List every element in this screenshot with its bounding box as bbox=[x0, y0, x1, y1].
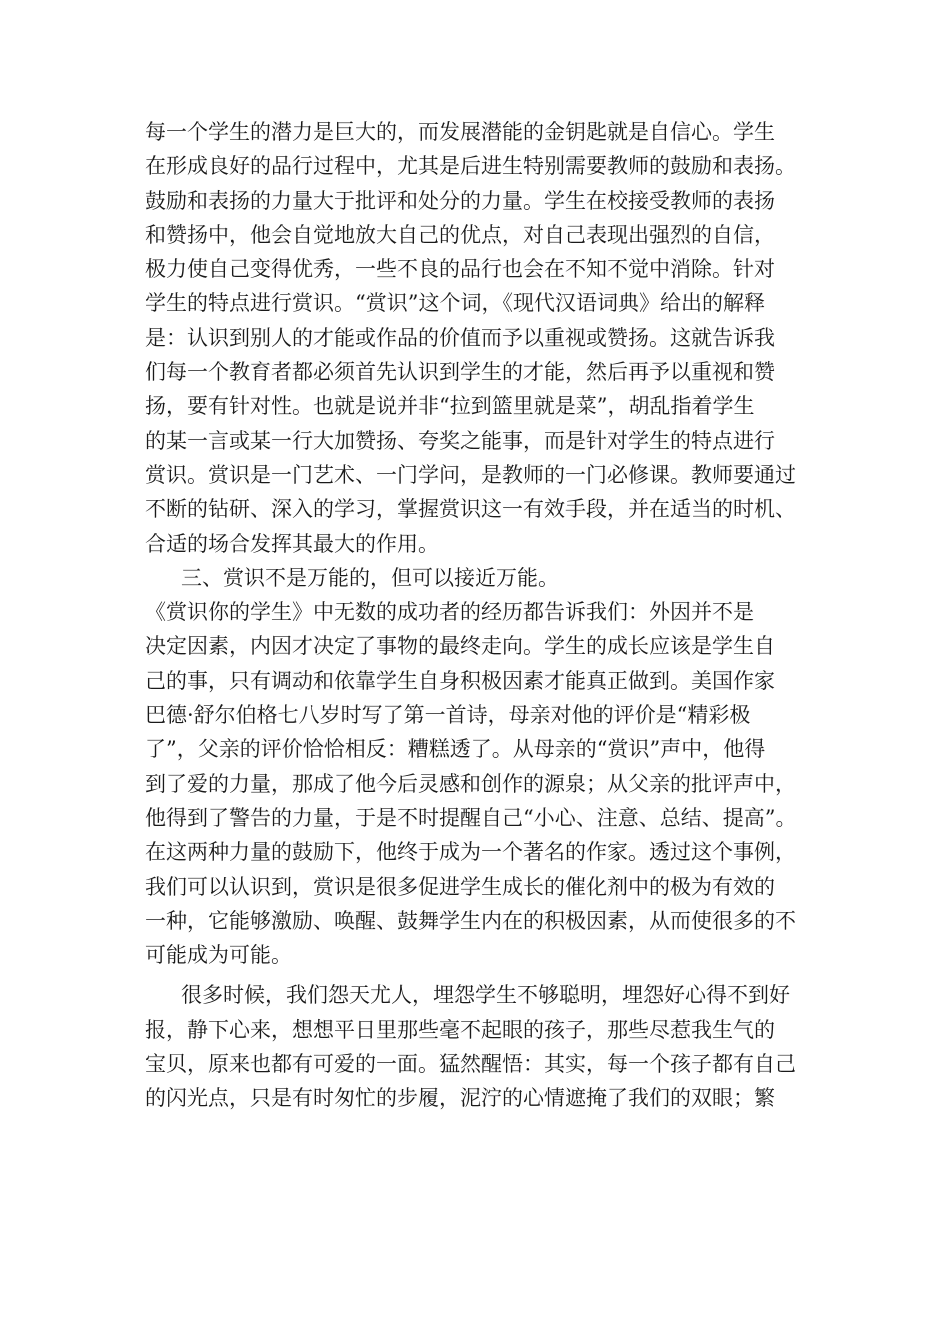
text-line: 巴德·舒尔伯格七八岁时写了第一首诗，母亲对他的评价是“精彩极 bbox=[145, 703, 751, 728]
text-line: 合适的场合发挥其最大的作用。 bbox=[145, 531, 439, 556]
text-line: 己的事，只有调动和依靠学生自身积极因素才能真正做到。美国作家 bbox=[145, 668, 775, 693]
text-line: 在这两种力量的鼓励下，他终于成为一个著名的作家。透过这个事例， bbox=[145, 840, 796, 865]
text-line: 是：认识到别人的才能或作品的价值而予以重视或赞扬。这就告诉我 bbox=[145, 325, 775, 350]
text-line: 到了爱的力量，那成了他今后灵感和创作的源泉；从父亲的批评声中， bbox=[145, 771, 796, 796]
text-line: 《赏识你的学生》中无数的成功者的经历都告诉我们：外因并不是 bbox=[145, 600, 754, 625]
text-line: 了”，父亲的评价恰恰相反：糟糕透了。从母亲的“赏识”声中，他得 bbox=[145, 737, 766, 762]
text-line: 的某一言或某一行大加赞扬、夸奖之能事，而是针对学生的特点进行 bbox=[145, 428, 775, 453]
text-line: 和赞扬中，他会自觉地放大自己的优点，对自己表现出强烈的自信， bbox=[145, 222, 775, 247]
section-heading: 三、赏识不是万能的，但可以接近万能。 bbox=[181, 565, 559, 590]
text-line: 他得到了警告的力量，于是不时提醒自己“小心、注意、总结、提高”。 bbox=[145, 805, 797, 830]
text-line: 在形成良好的品行过程中，尤其是后进生特别需要教师的鼓励和表扬。 bbox=[145, 154, 796, 179]
text-line: 极力使自己变得优秀，一些不良的品行也会在不知不觉中消除。针对 bbox=[145, 257, 775, 282]
text-line: 宝贝，原来也都有可爱的一面。猛然醒悟：其实，每一个孩子都有自己 bbox=[145, 1052, 796, 1077]
text-line: 报，静下心来，想想平日里那些毫不起眼的孩子，那些尽惹我生气的 bbox=[145, 1017, 775, 1042]
body-text bbox=[145, 115, 815, 1116]
text-line: 一种，它能够激励、唤醒、鼓舞学生内在的积极因素，从而使很多的不 bbox=[145, 908, 796, 933]
text-line: 们每一个教育者都必须首先认识到学生的才能，然后再予以重视和赞 bbox=[145, 360, 775, 385]
text-line: 很多时候，我们怨天尤人，埋怨学生不够聪明，埋怨好心得不到好 bbox=[181, 983, 790, 1008]
text-line: 学生的特点进行赏识。“赏识”这个词，《现代汉语词典》给出的解释 bbox=[145, 291, 765, 316]
text-line: 决定因素，内因才决定了事物的最终走向。学生的成长应该是学生自 bbox=[145, 634, 775, 659]
text-line: 可能成为可能。 bbox=[145, 943, 292, 968]
text-line: 鼓励和表扬的力量大于批评和处分的力量。学生在校接受教师的表扬 bbox=[145, 188, 775, 213]
text-line: 不断的钻研、深入的学习，掌握赏识这一有效手段，并在适当的时机、 bbox=[145, 497, 796, 522]
text-line: 我们可以认识到，赏识是很多促进学生成长的催化剂中的极为有效的 bbox=[145, 874, 775, 899]
text-line: 赏识。赏识是一门艺术、一门学问，是教师的一门必修课。教师要通过 bbox=[145, 462, 796, 487]
text-line: 的闪光点，只是有时匆忙的步履，泥泞的心情遮掩了我们的双眼；繁 bbox=[145, 1086, 775, 1111]
text-line: 扬，要有针对性。也就是说并非“拉到篮里就是菜”，胡乱指着学生 bbox=[145, 394, 755, 419]
text-line: 每一个学生的潜力是巨大的，而发展潜能的金钥匙就是自信心。学生 bbox=[145, 120, 775, 144]
